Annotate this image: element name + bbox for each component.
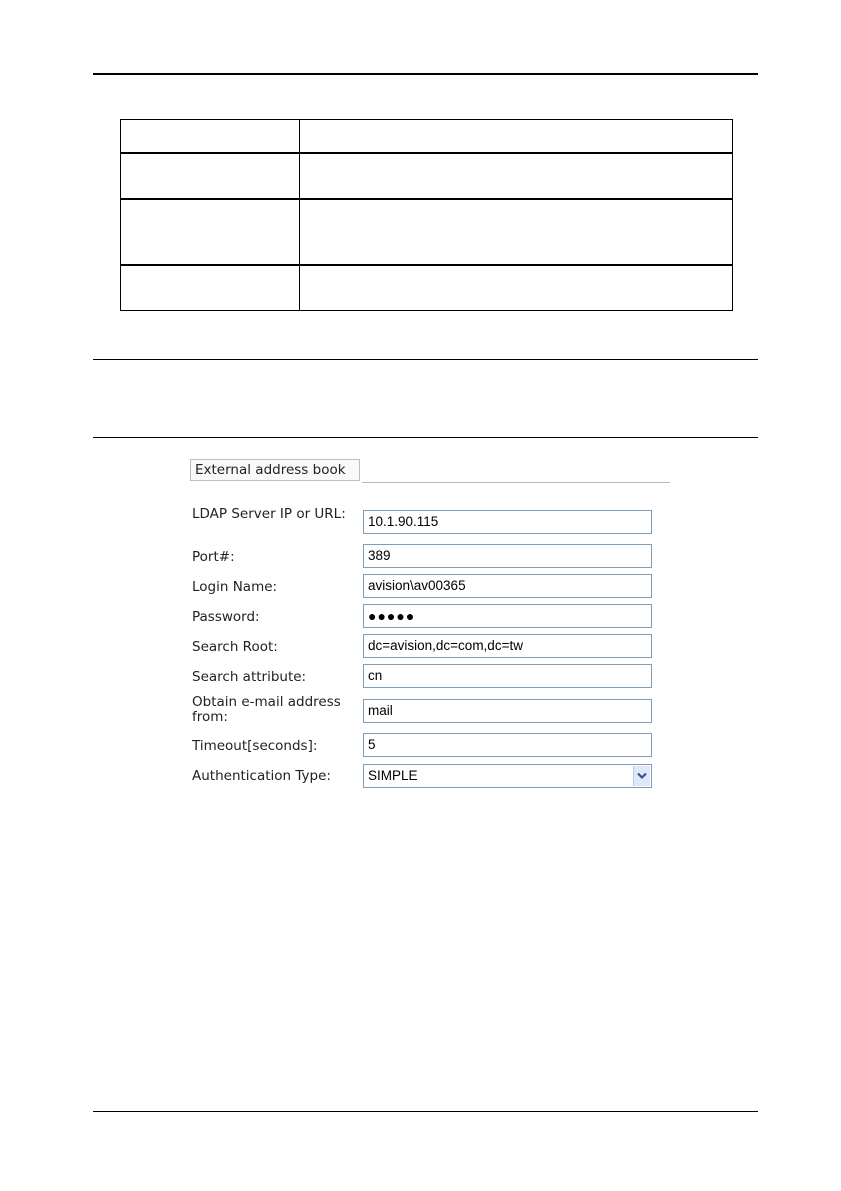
section-rule-bottom <box>93 437 758 438</box>
table-cell <box>300 199 733 265</box>
table-row <box>121 153 733 199</box>
ldap-server-input[interactable]: 10.1.90.115 <box>363 510 652 534</box>
search-root-input[interactable]: dc=avision,dc=com,dc=tw <box>363 634 652 658</box>
form-row-login-name <box>192 574 654 600</box>
header-rule <box>93 73 758 75</box>
form-row-ldap-server <box>192 506 654 542</box>
authentication-type-value: SIMPLE <box>368 768 418 783</box>
form-row-port <box>192 544 654 570</box>
obtain-email-input[interactable]: mail <box>363 699 652 723</box>
section-rule-top <box>93 359 758 360</box>
table-cell <box>121 199 300 265</box>
obtain-email-label: Obtain e-mail address from: <box>192 694 341 725</box>
table-row <box>121 120 733 154</box>
chevron-down-icon[interactable] <box>633 766 650 786</box>
table-cell <box>300 120 733 154</box>
table-row <box>121 199 733 265</box>
table-cell <box>300 153 733 199</box>
search-root-label: Search Root: <box>192 639 278 655</box>
login-name-label: Login Name: <box>192 579 278 595</box>
table-cell <box>121 120 300 154</box>
ldap-server-label: LDAP Server IP or URL: <box>192 506 346 522</box>
authentication-type-select[interactable] <box>363 764 652 788</box>
password-input[interactable]: ●●●●● <box>363 604 652 628</box>
table-cell <box>121 153 300 199</box>
table-row <box>121 265 733 311</box>
form-row-search-root <box>192 634 654 660</box>
form-row-obtain-email <box>192 694 654 730</box>
timeout-label: Timeout[seconds]: <box>192 738 318 754</box>
authentication-type-label: Authentication Type: <box>192 768 331 784</box>
form-row-password <box>192 604 654 630</box>
tab-bar <box>190 459 670 483</box>
timeout-input[interactable]: 5 <box>363 733 652 757</box>
search-attribute-input[interactable]: cn <box>363 664 652 688</box>
table-cell <box>300 265 733 311</box>
tab-external-address-book[interactable]: External address book <box>190 459 360 481</box>
tab-underline <box>362 482 670 483</box>
login-name-input[interactable]: avision\av00365 <box>363 574 652 598</box>
form-row-timeout <box>192 733 654 759</box>
info-table <box>120 119 733 311</box>
port-input[interactable]: 389 <box>363 544 652 568</box>
port-label: Port#: <box>192 549 235 565</box>
form-row-authentication-type <box>192 764 654 790</box>
form-row-search-attribute <box>192 664 654 690</box>
search-attribute-label: Search attribute: <box>192 669 307 685</box>
footer-rule <box>93 1111 758 1112</box>
table-cell <box>121 265 300 311</box>
password-label: Password: <box>192 609 260 625</box>
